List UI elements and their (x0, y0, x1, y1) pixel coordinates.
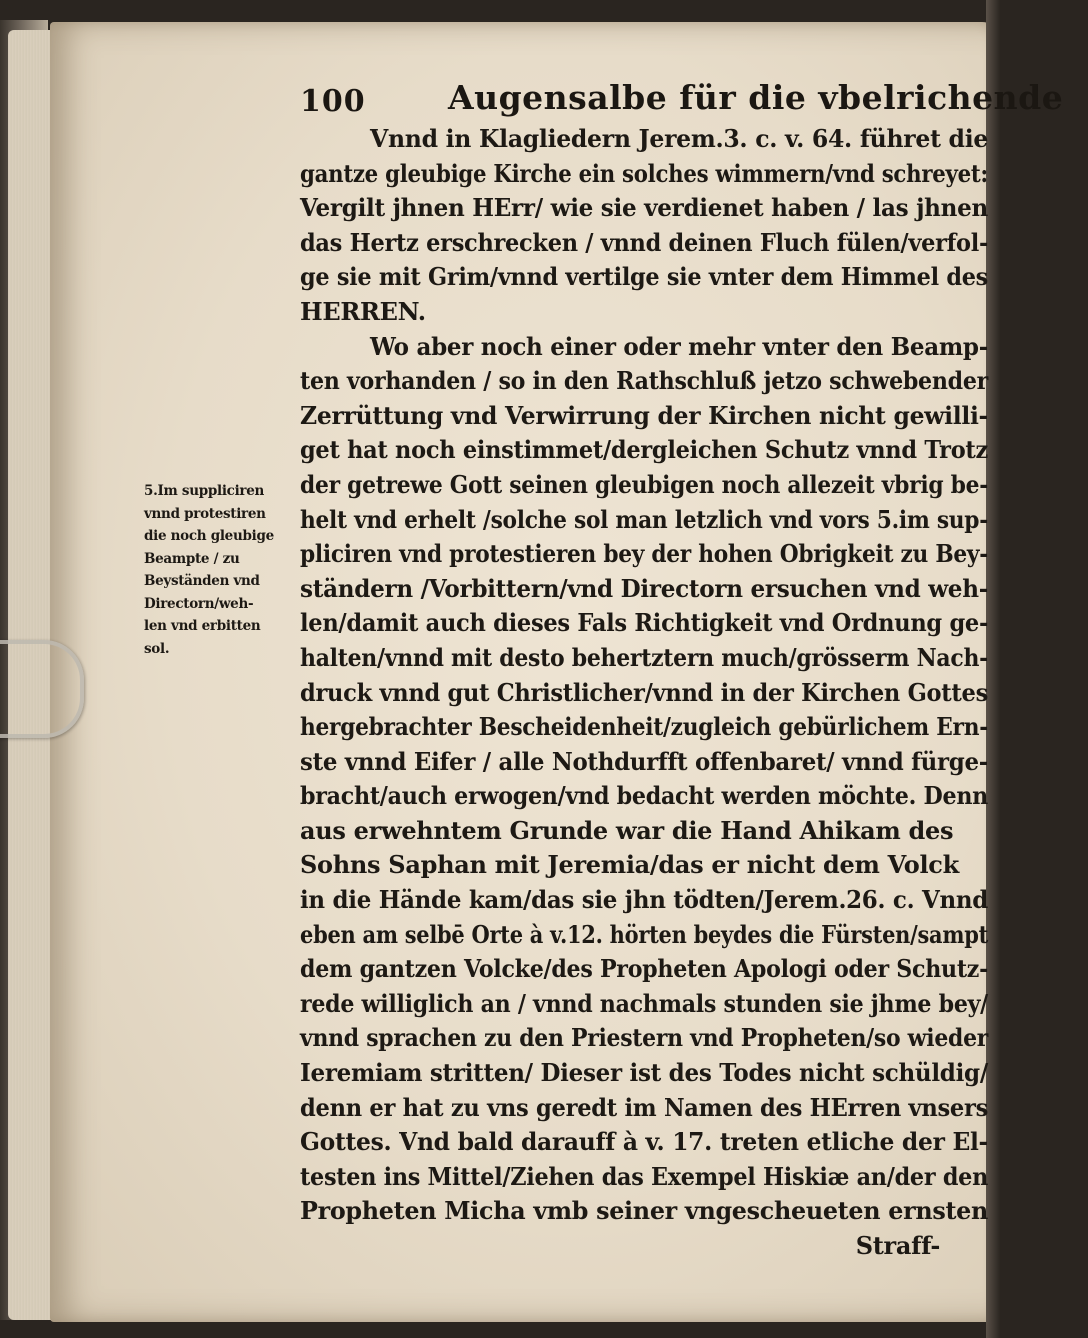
marginal-line: die noch gleubige (144, 528, 274, 544)
marginal-line: 5.Im suppliciren (144, 483, 265, 499)
text-line: get hat noch einstimmet/dergleichen Schutz vnnd Trotz (300, 435, 988, 465)
text-line: vnnd sprachen zu den Priestern vnd Propheten/so wieder (300, 1023, 989, 1053)
text-line: das Hertz erschrecken / vnnd deinen Fluch fülen/verfol- (300, 227, 989, 257)
page-clip (0, 640, 84, 738)
text-line: rede williglich an / vnnd nachmals stunden sie jhme bey/ (300, 988, 988, 1018)
page-number: 100 (300, 84, 366, 119)
text-line: ständern /Vorbittern/vnd Directorn ersuchen vnd weh- (300, 573, 988, 603)
text-line: halten/vnnd mit desto behertztern much/grösserm Nach- (300, 642, 988, 672)
text-line: Ieremiam stritten/ Dieser ist des Todes nicht schüldig/ (300, 1058, 988, 1088)
marginal-line: Directorn/weh- (144, 595, 254, 612)
text-line: Vergilt jhnen HErr/ wie sie verdienet haben / las jhnen (300, 193, 988, 223)
marginal-line: sol. (144, 640, 170, 657)
text-line: Propheten Micha vmb seiner vngescheueten ernsten (300, 1196, 989, 1226)
text-line: Wo aber noch einer oder mehr vnter den Beamp- (370, 331, 988, 361)
text-line: ten vorhanden / so in den Rathschluß jetzo schwebender (300, 366, 988, 396)
text-line: ste vnnd Eifer / alle Nothdurfft offenbaret/ vnnd fürge- (300, 746, 988, 776)
catchword: Straff- (855, 1231, 940, 1260)
text-line: gantze gleubige Kirche ein solches wimmern/vnd schreyet: (300, 158, 989, 188)
text-line: hergebrachter Bescheidenheit/zugleich gebürlichem Ern- (300, 712, 988, 742)
text-line: dem gantzen Volcke/des Propheten Apologi oder Schutz- (300, 954, 988, 984)
text-line: Vnnd in Klagliedern Jerem.3. c. v. 64. führet die (370, 124, 989, 153)
text-line: len/damit auch dieses Fals Richtigkeit vnd Ordnung ge- (300, 608, 989, 638)
text-line: pliciren vnd protestieren bey der hohen Obrigkeit zu Bey- (300, 539, 988, 569)
text-line: denn er hat zu vns geredt im Namen des HErren vnsers (300, 1092, 989, 1122)
body-text (300, 122, 990, 1264)
running-head (300, 78, 1064, 124)
text-line: testen ins Mittel/Ziehen das Exempel Hiskiæ an/der den (300, 1161, 989, 1191)
text-line: in die Hände kam/das sie jhn tödten/Jerem.26. c. Vnnd (300, 885, 989, 915)
text-line: druck vnnd gut Christlicher/vnnd in der Kirchen Gottes (300, 677, 988, 707)
marginal-line: vnnd protestiren (144, 505, 266, 522)
text-line: Gottes. Vnd bald darauff à v. 17. treten etliche der El- (300, 1127, 988, 1157)
marginal-line: Beyständen vnd (144, 573, 260, 589)
text-line: ge sie mit Grim/vnnd vertilge sie vnter dem Himmel des (300, 262, 988, 292)
text-line: der getrewe Gott seinen gleubigen noch allezeit vbrig be- (300, 469, 989, 499)
marginal-line: len vnd erbitten (144, 618, 261, 634)
text-line: bracht/auch erwogen/vnd bedacht werden möchte. Denn (300, 781, 989, 811)
text-line: HERREN. (300, 296, 426, 326)
marginal-note (144, 480, 304, 660)
running-title: Augensalbe für die vbelrichende (448, 78, 1064, 117)
text-line: helt vnd erhelt /solche sol man letzlich vnd vors 5.im sup- (300, 504, 988, 534)
text-line: aus erwehntem Grunde war die Hand Ahikam des (300, 815, 954, 845)
text-line: eben am selbē Orte à v.12. hörten beydes die Fürsten/sampt (300, 919, 989, 949)
text-line: Sohns Saphan mit Jeremia/das er nicht dem Volck (300, 850, 959, 880)
text-line: Zerrüttung vnd Verwirrung der Kirchen nicht gewilli- (300, 400, 989, 430)
marginal-line: Beampte / zu (144, 550, 240, 567)
